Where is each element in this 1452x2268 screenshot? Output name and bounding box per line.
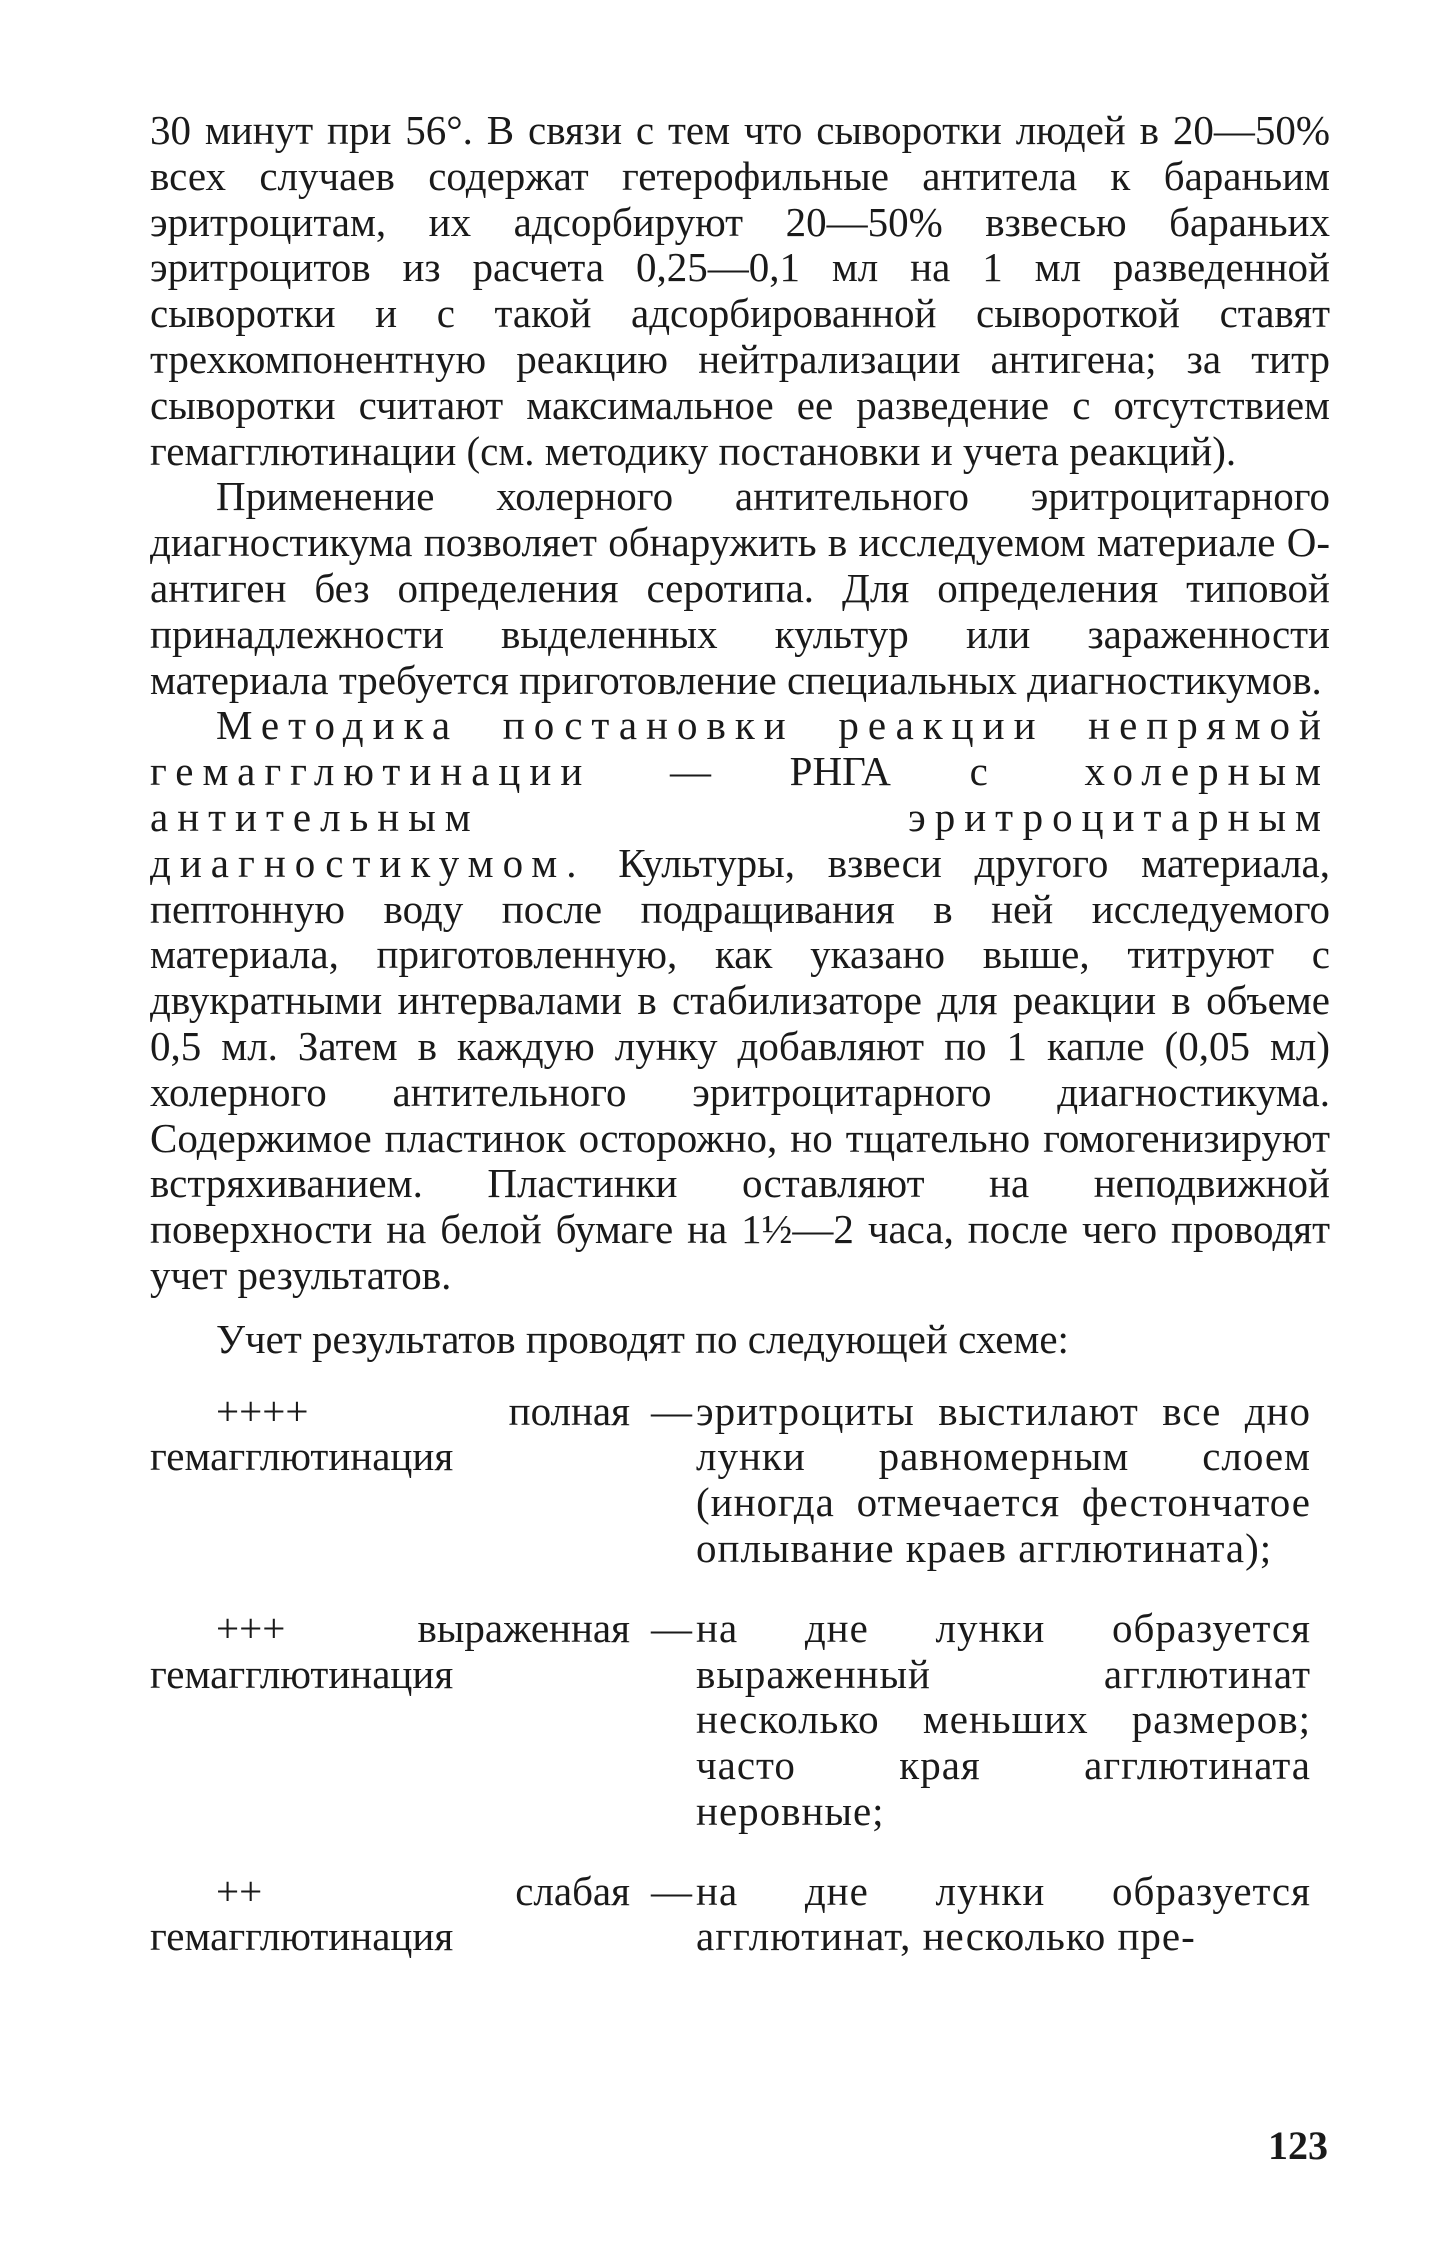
- schema-term: ++++ полная гемагглютинация: [150, 1387, 630, 1480]
- schema-row-weak: [150, 1869, 1330, 1961]
- schema-row-pronounced: [150, 1606, 1330, 1835]
- method-description: Культуры, взвеси другого материала, пептонную воду после подращивания в ней исследуемого материала, приготовленную, как указано выше, титруют с двукратными интервалами в стабилизаторе для реакции в объеме 0,5 мл. Затем в каждую лунку добавляют по 1 капле (0,05 мл) холерного антительного эритроцитарного диагностикума. Содержимое пластинок осторожно, но тщательно гомогенизируют встряхиванием. Пластинки оставляют на неподвижной поверхности на белой бумаге на 1½—2 часа, после чего проводят учет результатов.: [150, 839, 1330, 1298]
- method-heading-part-a: Методика постановки реакции непрямой гемагглютинации: [150, 702, 1330, 795]
- schema-row-full: [150, 1389, 1330, 1572]
- schema-description: на дне лунки образуется агглютинат, несколько пре-: [696, 1867, 1311, 1960]
- schema-dash: —: [651, 1604, 692, 1651]
- schema-dash: —: [651, 1867, 692, 1914]
- paragraph-serum-adsorption: 30 минут при 56°. В связи с тем что сыворотки людей в 20—50% всех случаев содержат гетерофильные антитела к бараньим эритроцитам, их адсорбируют 20—50% взвесью бараньих эритроцитов из расчета 0,25—0,1 мл на 1 мл разведенной сыворотки и с такой адсорбированной сывороткой ставят трехкомпонентную реакцию нейтрализации антигена; за титр сыворотки считают максимальное ее разведение с отсутствием гемагглютинации (см. методику постановки и учета реакций).: [150, 107, 1330, 474]
- schema-dash: —: [651, 1387, 692, 1434]
- schema-term: +++ выраженная гемагглютинация: [150, 1604, 630, 1697]
- method-heading-abbreviation: — РНГА: [591, 748, 970, 795]
- schema-description: на дне лунки образуется выраженный агглютинат несколько меньших размеров; часто края агглютината неровные;: [696, 1604, 1311, 1834]
- method-heading-part-b: с холерным антительным эритроцитарным диагностикумом.: [150, 748, 1331, 886]
- paragraph-diagnosticum-application: Применение холерного антительного эритроцитарного диагностикума позволяет обнаружить в исследуемом материале О-антиген без определения серотипа. Для определения типовой принадлежности выделенных культур или зараженности материала требуется приготовление специальных диагностикумов.: [150, 473, 1330, 703]
- schema-term: ++ слабая гемагглютинация: [150, 1867, 630, 1960]
- paragraph-rnga-method: [150, 703, 1330, 1298]
- paragraph-results-intro: Учет результатов проводят по следующей схеме:: [216, 1315, 1069, 1362]
- schema-description: эритроциты выстилают все дно лунки равномерным слоем (иногда отмечается фестончатое оплывание краев агглютината);: [696, 1387, 1311, 1571]
- page-body: [150, 108, 1330, 1960]
- results-schema: [150, 1389, 1330, 1961]
- page-number: 123: [1268, 2123, 1328, 2168]
